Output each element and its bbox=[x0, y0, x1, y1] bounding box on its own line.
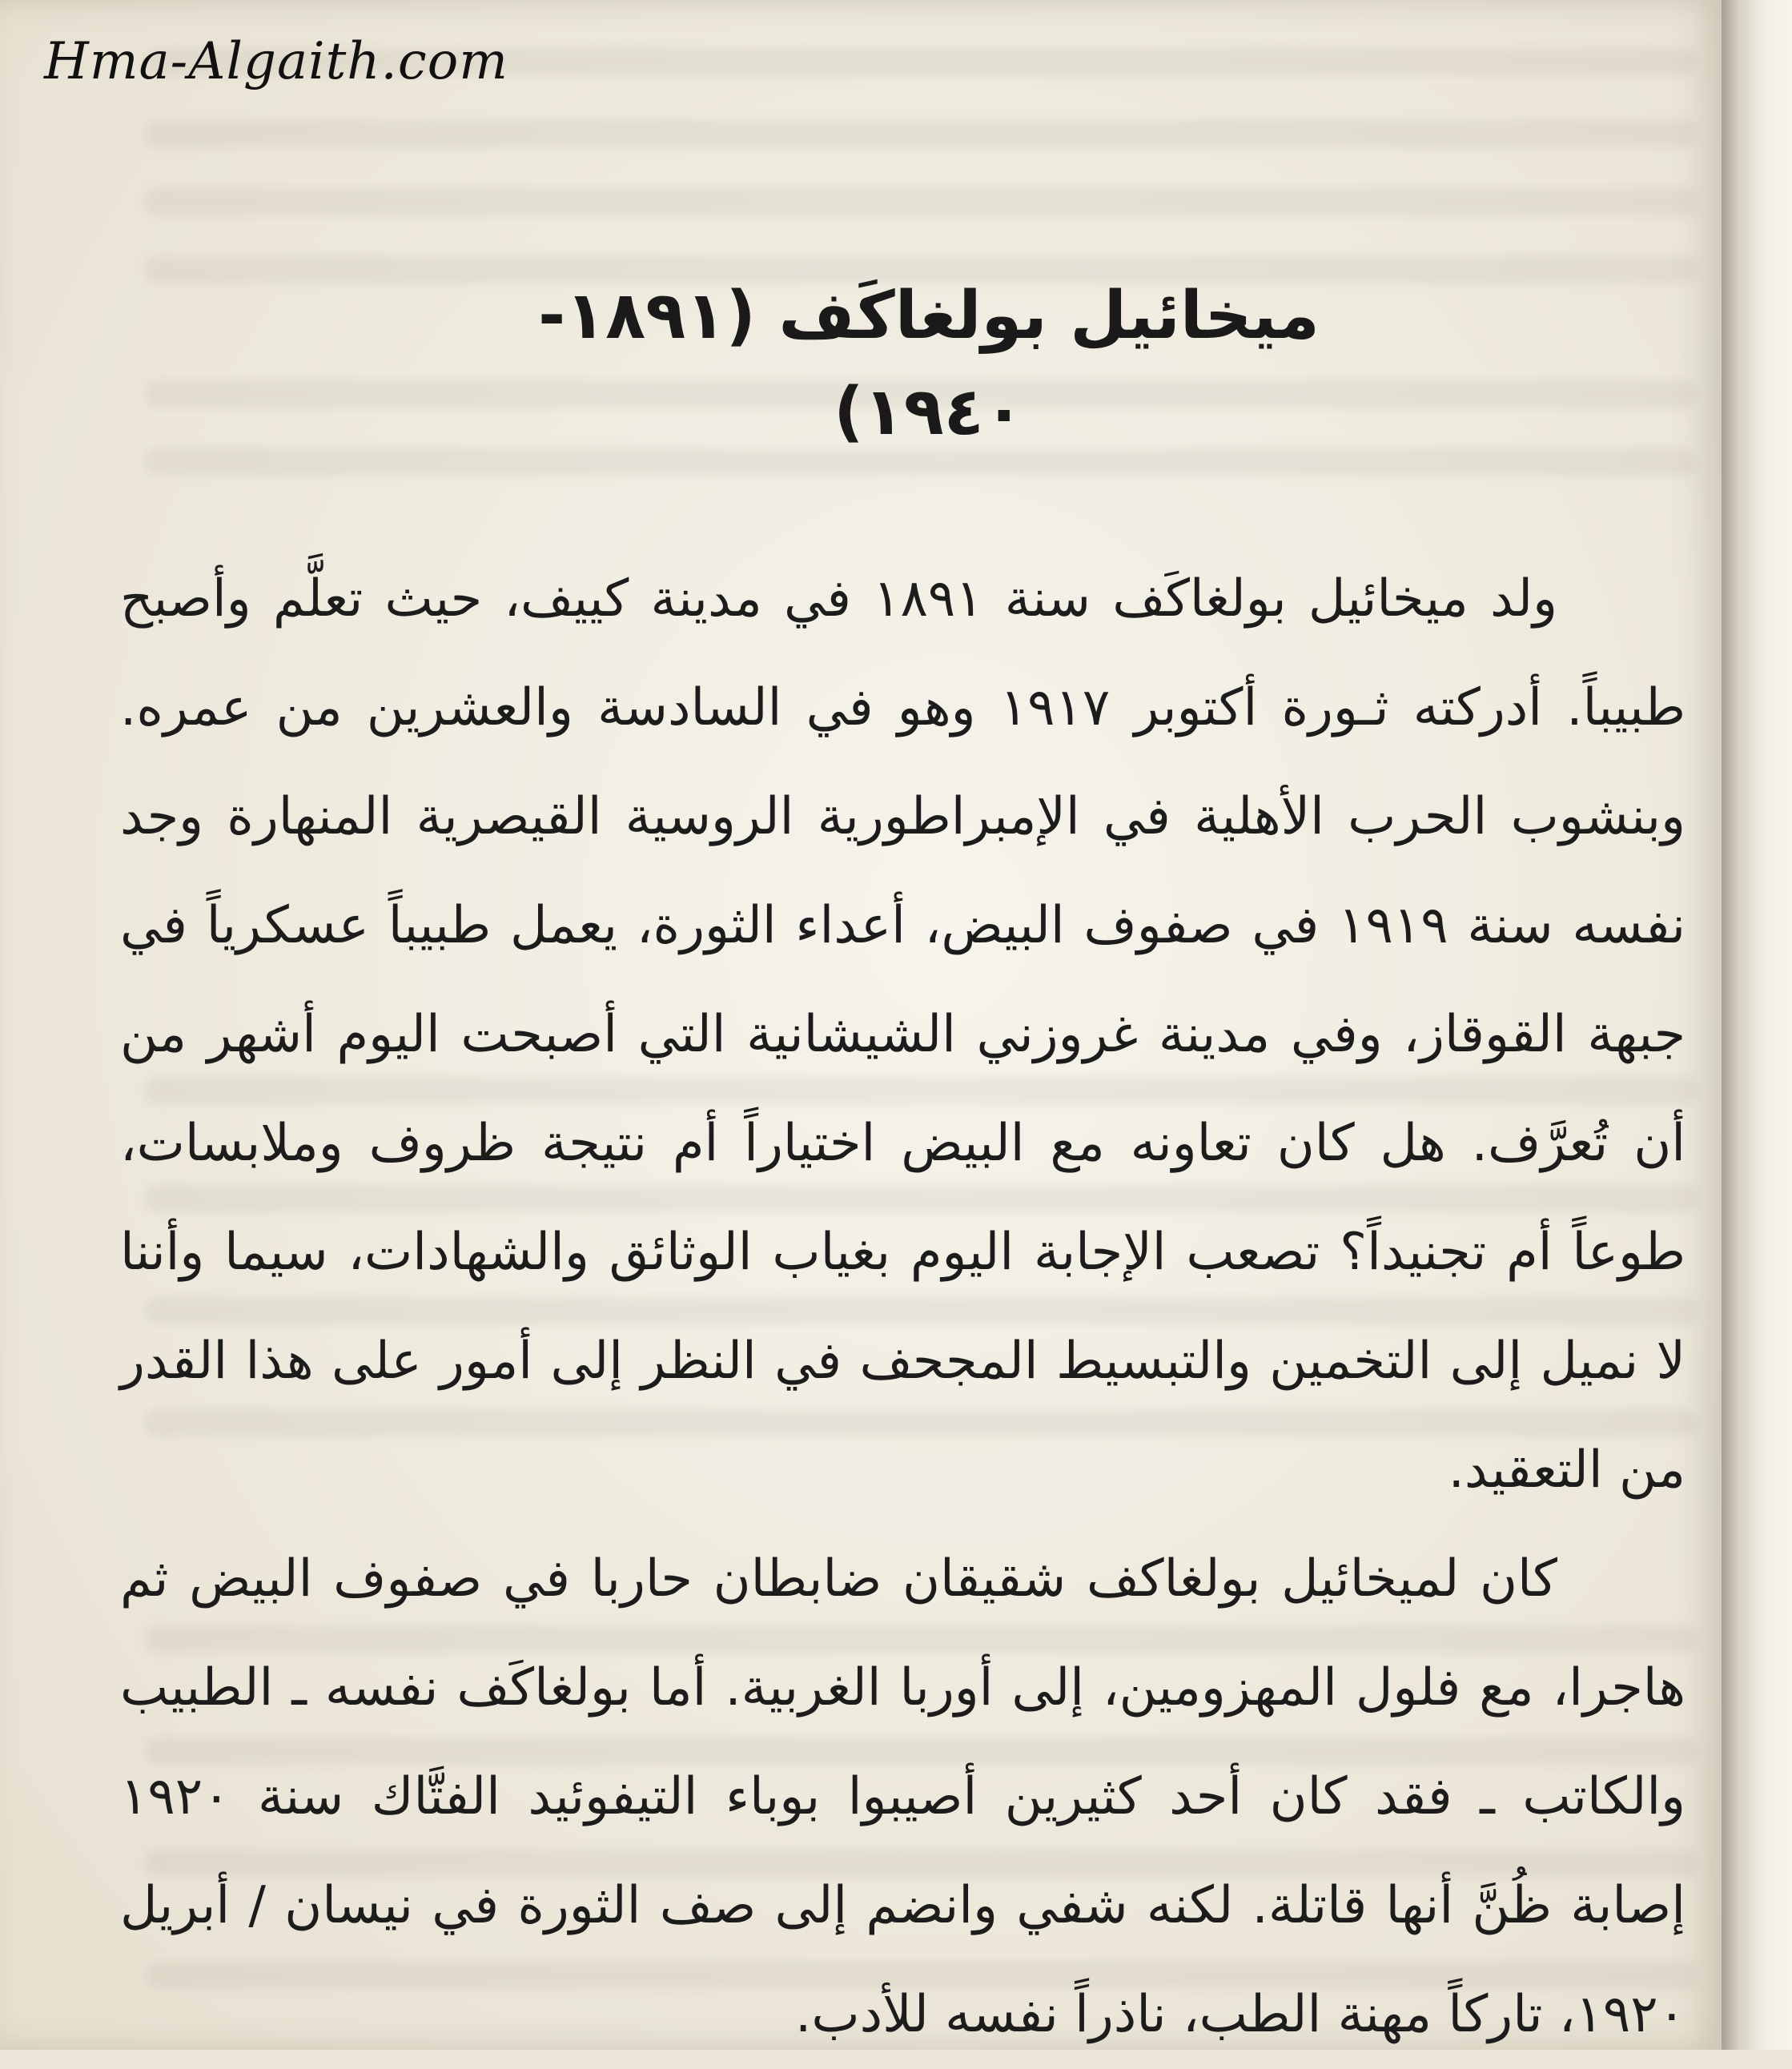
watermark: Hma-Algaith.com bbox=[44, 32, 508, 91]
paragraph-1: ولد ميخائيل بولغاكَف سنة ١٨٩١ في مدينة كييف، حيث تعلَّم وأصبح طبيباً. أدركته ثـورة أكتوبر ١٩١٧ وهو في السادسة والعشرين من عمره. وبنشوب الحرب الأهلية في الإمبراطورية الروسية القيصرية المنهارة وجد نفسه سنة ١٩١٩ في صفوف البيض، أعداء الثورة، يعمل طبيباً عسكرياً في جبهة القوقاز، وفي مدينة غروزني الشيشانية التي أصبحت اليوم أشهر من أن تُعرَّف. هل كان تعاونه مع البيض اختياراً أم نتيجة ظروف وملابسات، طوعاً أم تجنيداً؟ تصعب الإجابة اليوم بغياب الوثائق والشهادات، سيما وأننا لا نميل إلى التخمين والتبسيط المجحف في النظر إلى أمور على هذا القدر من التعقيد. bbox=[120, 569, 1686, 1500]
chapter-title: ميخائيل بولغاكَف (١٨٩١- ١٩٤٠) bbox=[538, 278, 1320, 450]
paragraph-2: كان لميخائيل بولغاكف شقيقان ضابطان حاربا في صفوف البيض ثم هاجرا، مع فلول المهزومين، إلى أوربا الغربية. أما بولغاكَف نفسه ـ الطبيب والكاتب ـ فقد كان أحد كثيرين أصيبوا بوباء التيفوئيد الفتَّاك سنة ١٩٢٠ إصابة ظُنَّ أنها قاتلة. لكنه شفي وانضم إلى صف الثورة في نيسان / أبريل ١٩٢٠، تاركاً مهنة الطب، ناذراً نفسه للأدب. bbox=[120, 1549, 1686, 2044]
body-text bbox=[120, 544, 1686, 2069]
page-edge-shadow bbox=[1722, 0, 1792, 2050]
show-through-line bbox=[144, 188, 1698, 215]
show-through-line bbox=[144, 120, 1698, 147]
